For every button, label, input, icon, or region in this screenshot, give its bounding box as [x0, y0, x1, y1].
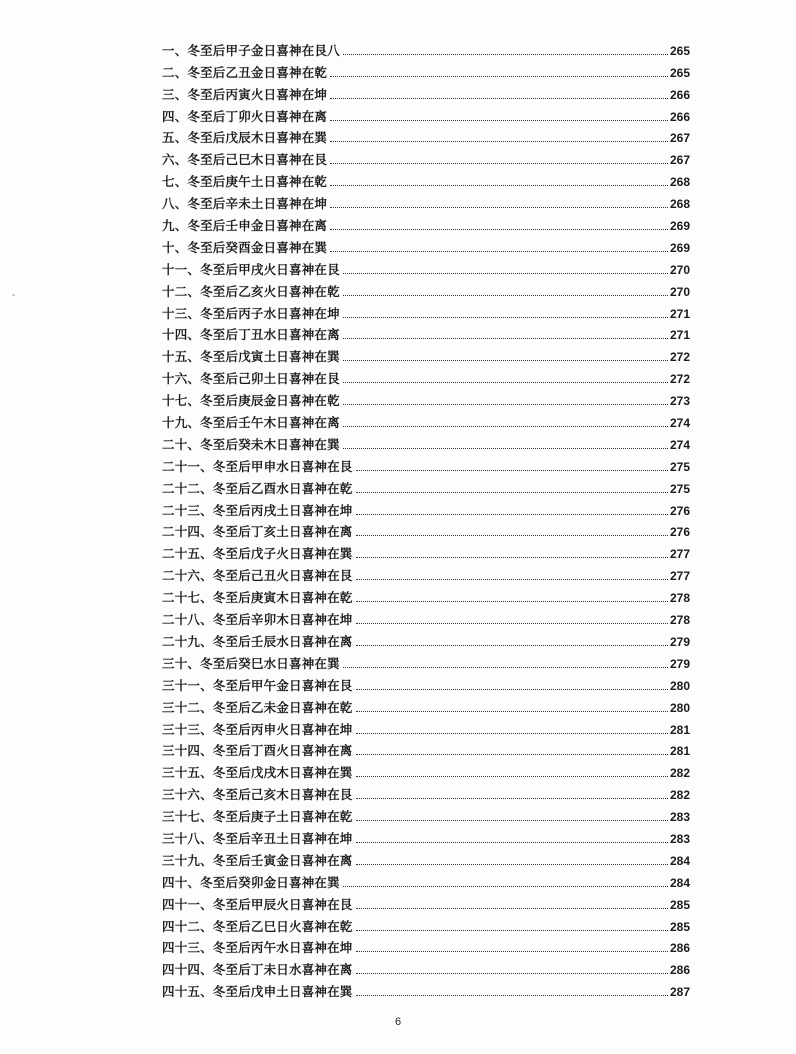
toc-entry-title: 二十三、冬至后丙戌土日喜神在坤: [162, 502, 353, 518]
toc-entry-page: 273: [669, 394, 690, 409]
toc-entry[interactable]: [162, 58, 690, 80]
page-number: 6: [394, 1016, 402, 1028]
toc-entry-page: 270: [669, 262, 690, 277]
toc-entry-page: 266: [669, 109, 690, 124]
toc-entry[interactable]: [162, 977, 690, 999]
dot-leader: [343, 667, 668, 668]
toc-entry[interactable]: [162, 780, 690, 802]
toc-entry[interactable]: [162, 846, 690, 868]
toc-entry[interactable]: [162, 277, 690, 299]
toc-entry[interactable]: [162, 605, 690, 627]
dot-leader: [330, 98, 668, 99]
toc-entry-page: 283: [669, 810, 690, 825]
toc-entry[interactable]: [162, 890, 690, 912]
toc-entry-page: 278: [669, 591, 690, 606]
toc-entry-page: 286: [669, 941, 690, 956]
toc-entry-title: 一、冬至后甲子金日喜神在艮八: [162, 42, 340, 58]
toc-entry-title: 二十六、冬至后己丑火日喜神在艮: [162, 568, 353, 584]
toc-entry-page: 274: [669, 437, 690, 452]
toc-entry[interactable]: [162, 649, 690, 671]
toc-entry-title: 九、冬至后壬申金日喜神在离: [162, 218, 328, 234]
toc-entry[interactable]: [162, 539, 690, 561]
toc-entry-page: 279: [669, 634, 690, 649]
toc-entry-title: 十六、冬至后己卯土日喜神在艮: [162, 371, 340, 387]
toc-entry-title: 四十四、冬至后丁未日水喜神在离: [162, 962, 353, 978]
toc-entry-page: 275: [669, 481, 690, 496]
toc-entry-title: 十一、冬至后甲戌火日喜神在艮: [162, 261, 340, 277]
dot-leader: [343, 54, 668, 55]
dot-leader: [343, 360, 668, 361]
toc-entry-page: 283: [669, 831, 690, 846]
toc-entry-page: 285: [669, 919, 690, 934]
dot-leader: [356, 535, 668, 536]
dot-leader: [343, 317, 668, 318]
dot-leader: [330, 185, 668, 186]
dot-leader: [356, 492, 668, 493]
toc-entry-title: 三十四、冬至后丁酉火日喜神在离: [162, 743, 353, 759]
toc-entry-page: 276: [669, 525, 690, 540]
toc-entry-title: 三十三、冬至后丙申火日喜神在坤: [162, 721, 353, 737]
toc-entry-title: 三十六、冬至后己亥木日喜神在艮: [162, 787, 353, 803]
toc-entry-title: 八、冬至后辛未土日喜神在坤: [162, 196, 328, 212]
toc-entry-title: 三十八、冬至后辛丑土日喜神在坤: [162, 830, 353, 846]
toc-entry-page: 267: [669, 153, 690, 168]
dot-leader: [356, 579, 668, 580]
toc-entry[interactable]: [162, 912, 690, 934]
toc-entry[interactable]: [162, 189, 690, 211]
toc-entry-page: 265: [669, 43, 690, 58]
dot-leader: [356, 930, 668, 931]
dot-leader: [343, 382, 668, 383]
toc-entry-title: 二十八、冬至后辛卯木日喜神在坤: [162, 612, 353, 628]
toc-entry[interactable]: [162, 737, 690, 759]
toc-entry-title: 四、冬至后丁卯火日喜神在离: [162, 108, 328, 124]
toc-entry-page: 284: [669, 875, 690, 890]
toc-entry-page: 269: [669, 219, 690, 234]
toc-entry-title: 四十三、冬至后丙午水日喜神在坤: [162, 940, 353, 956]
dot-leader: [356, 798, 668, 799]
toc-entry[interactable]: [162, 408, 690, 430]
toc-entry-title: 三十、冬至后癸巳水日喜神在巽: [162, 655, 340, 671]
toc-entry-title: 四十二、冬至后乙巳日火喜神在乾: [162, 918, 353, 934]
toc-entry-page: 276: [669, 503, 690, 518]
toc-entry-page: 274: [669, 416, 690, 431]
toc-entry[interactable]: [162, 145, 690, 167]
toc-entry-page: 282: [669, 788, 690, 803]
toc-entry[interactable]: [162, 474, 690, 496]
toc-entry-title: 十九、冬至后壬午木日喜神在离: [162, 415, 340, 431]
dot-leader: [356, 557, 668, 558]
toc-entry[interactable]: [162, 80, 690, 102]
toc-entry[interactable]: [162, 934, 690, 956]
toc-entry-page: 267: [669, 131, 690, 146]
dot-leader: [330, 229, 668, 230]
dot-leader: [356, 776, 668, 777]
toc-entry[interactable]: [162, 255, 690, 277]
toc-entry-page: 268: [669, 175, 690, 190]
toc-entry-page: 275: [669, 459, 690, 474]
toc-entry-page: 269: [669, 240, 690, 255]
toc-entry-title: 四十、冬至后癸卯金日喜神在巽: [162, 874, 340, 890]
toc-entry-title: 十、冬至后癸酉金日喜神在巽: [162, 239, 328, 255]
toc-entry[interactable]: [162, 518, 690, 540]
toc-entry[interactable]: [162, 430, 690, 452]
dot-leader: [356, 623, 668, 624]
toc-entry-title: 三十二、冬至后乙未金日喜神在乾: [162, 699, 353, 715]
toc-entry[interactable]: [162, 496, 690, 518]
scan-speck: [12, 294, 15, 296]
toc-entry-page: 281: [669, 744, 690, 759]
toc-entry-title: 三十五、冬至后戊戌木日喜神在巽: [162, 765, 353, 781]
toc-entry-title: 二十七、冬至后庚寅木日喜神在乾: [162, 590, 353, 606]
toc-entry-title: 三十七、冬至后庚子土日喜神在乾: [162, 809, 353, 825]
dot-leader: [343, 886, 668, 887]
toc-entry[interactable]: [162, 868, 690, 890]
toc-entry-page: 287: [669, 985, 690, 1000]
dot-leader: [356, 733, 668, 734]
toc-entry-title: 三十一、冬至后甲午金日喜神在艮: [162, 677, 353, 693]
toc-entry-page: 284: [669, 853, 690, 868]
toc-entry[interactable]: [162, 824, 690, 846]
toc-entry-title: 四十五、冬至后戊申土日喜神在巽: [162, 984, 353, 1000]
dot-leader: [356, 995, 668, 996]
toc-entry-title: 十五、冬至后戊寅土日喜神在巽: [162, 349, 340, 365]
toc-entry-title: 十四、冬至后丁丑水日喜神在离: [162, 327, 340, 343]
toc-entry[interactable]: [162, 386, 690, 408]
toc-entry[interactable]: [162, 321, 690, 343]
toc-entry[interactable]: [162, 299, 690, 321]
dot-leader: [343, 295, 668, 296]
table-of-contents: [162, 36, 690, 999]
toc-entry-page: 282: [669, 766, 690, 781]
toc-entry-page: 277: [669, 547, 690, 562]
toc-entry-title: 二十九、冬至后壬辰水日喜神在离: [162, 633, 353, 649]
toc-entry[interactable]: [162, 124, 690, 146]
toc-entry[interactable]: [162, 583, 690, 605]
toc-entry-page: 270: [669, 284, 690, 299]
dot-leader: [343, 338, 668, 339]
dot-leader: [343, 273, 668, 274]
toc-entry[interactable]: [162, 36, 690, 58]
toc-entry-title: 四十一、冬至后甲辰火日喜神在艮: [162, 896, 353, 912]
dot-leader: [356, 514, 668, 515]
toc-entry[interactable]: [162, 671, 690, 693]
toc-entry-title: 三、冬至后丙寅火日喜神在坤: [162, 86, 328, 102]
toc-entry[interactable]: [162, 102, 690, 124]
toc-entry[interactable]: [162, 627, 690, 649]
toc-entry-title: 十七、冬至后庚辰金日喜神在乾: [162, 393, 340, 409]
toc-entry-page: 280: [669, 700, 690, 715]
dot-leader: [356, 645, 668, 646]
toc-entry-title: 三十九、冬至后壬寅金日喜神在离: [162, 852, 353, 868]
toc-entry-page: 271: [669, 306, 690, 321]
toc-entry[interactable]: [162, 802, 690, 824]
toc-entry[interactable]: [162, 561, 690, 583]
toc-entry-title: 二十、冬至后癸未木日喜神在巽: [162, 436, 340, 452]
dot-leader: [356, 470, 668, 471]
toc-entry[interactable]: [162, 452, 690, 474]
toc-entry-page: 286: [669, 963, 690, 978]
toc-entry[interactable]: [162, 364, 690, 386]
toc-entry[interactable]: [162, 233, 690, 255]
dot-leader: [356, 711, 668, 712]
toc-entry-page: 279: [669, 656, 690, 671]
dot-leader: [356, 820, 668, 821]
toc-entry[interactable]: [162, 167, 690, 189]
toc-entry-title: 二十二、冬至后乙酉水日喜神在乾: [162, 480, 353, 496]
dot-leader: [356, 973, 668, 974]
dot-leader: [330, 251, 668, 252]
toc-entry-title: 七、冬至后庚午土日喜神在乾: [162, 174, 328, 190]
dot-leader: [343, 426, 668, 427]
toc-entry[interactable]: [162, 342, 690, 364]
toc-entry-page: 272: [669, 350, 690, 365]
toc-entry[interactable]: [162, 758, 690, 780]
toc-entry-title: 二十五、冬至后戊子火日喜神在巽: [162, 546, 353, 562]
dot-leader: [330, 76, 668, 77]
dot-leader: [343, 404, 668, 405]
toc-entry-page: 285: [669, 897, 690, 912]
toc-entry-page: 266: [669, 87, 690, 102]
dot-leader: [356, 951, 668, 952]
toc-entry-title: 二十一、冬至后甲申水日喜神在艮: [162, 458, 353, 474]
toc-entry-title: 二十四、冬至后丁亥土日喜神在离: [162, 524, 353, 540]
dot-leader: [343, 448, 668, 449]
toc-entry-title: 六、冬至后己巳木日喜神在艮: [162, 152, 328, 168]
toc-entry[interactable]: [162, 715, 690, 737]
toc-entry-page: 272: [669, 372, 690, 387]
toc-entry-page: 265: [669, 65, 690, 80]
toc-entry[interactable]: [162, 211, 690, 233]
dot-leader: [356, 601, 668, 602]
toc-entry-page: 271: [669, 328, 690, 343]
toc-entry-page: 278: [669, 613, 690, 628]
dot-leader: [356, 864, 668, 865]
toc-entry[interactable]: [162, 693, 690, 715]
toc-entry-title: 二、冬至后乙丑金日喜神在乾: [162, 64, 328, 80]
dot-leader: [330, 141, 668, 142]
toc-entry-title: 五、冬至后戊辰木日喜神在巽: [162, 130, 328, 146]
toc-entry-title: 十二、冬至后乙亥火日喜神在乾: [162, 283, 340, 299]
dot-leader: [356, 689, 668, 690]
dot-leader: [356, 754, 668, 755]
dot-leader: [330, 163, 668, 164]
toc-entry-page: 268: [669, 197, 690, 212]
toc-entry[interactable]: [162, 955, 690, 977]
toc-entry-page: 280: [669, 678, 690, 693]
toc-entry-title: 十三、冬至后丙子水日喜神在坤: [162, 305, 340, 321]
dot-leader: [356, 842, 668, 843]
dot-leader: [330, 120, 668, 121]
toc-entry-page: 281: [669, 722, 690, 737]
toc-entry-page: 277: [669, 569, 690, 584]
dot-leader: [330, 207, 668, 208]
dot-leader: [356, 908, 668, 909]
